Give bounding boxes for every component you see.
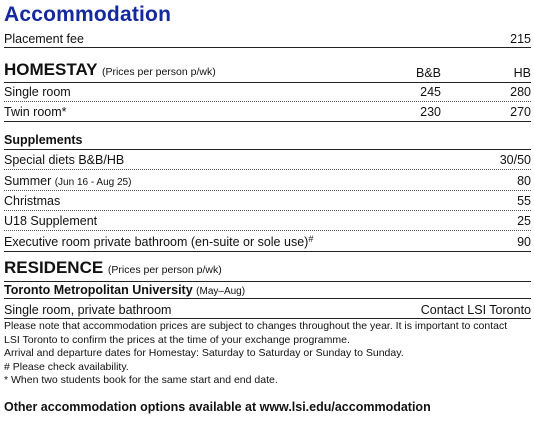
supplement-label: Executive room private bathroom (en-suite or sole use) — [4, 235, 309, 249]
homestay-row-bb: 245 — [420, 85, 441, 99]
supplements-header-row — [4, 132, 531, 150]
footnote-line: * When two students book for the same start and end date. — [4, 374, 278, 386]
residence-university: Toronto Metropolitan University — [4, 283, 193, 297]
supplement-value: 30/50 — [499, 153, 531, 167]
footnote-line: Arrival and departure dates for Homestay: Saturday to Saturday or Sunday to Sunday. — [4, 347, 404, 359]
supplement-note: (Jun 16 - Aug 25) — [54, 177, 132, 188]
placement-fee-value: 215 — [510, 32, 531, 46]
residence-university-note: (May–Aug) — [196, 286, 246, 297]
residence-row-label: Single room, private bathroom — [4, 303, 172, 317]
residence-note: (Prices per person p/wk) — [107, 264, 222, 276]
footer-text: Other accommodation options available at www.lsi.edu/accommodation — [4, 400, 431, 414]
supplement-row — [4, 152, 531, 170]
page-title: Accommodation — [4, 3, 172, 26]
homestay-row-hb: 280 — [510, 85, 531, 99]
footnote-line: LSI Toronto to confirm the prices at the time of your exchange programme. — [4, 333, 350, 346]
supplement-row — [4, 213, 531, 231]
supplement-value: 55 — [517, 194, 531, 208]
footnote-line: Please note that accommodation prices are subject to changes throughout the year. It is important to contact — [4, 320, 508, 332]
supplement-label: Summer — [4, 174, 52, 188]
placement-fee-label: Placement fee — [4, 32, 84, 46]
residence-row-value: Contact LSI Toronto — [420, 303, 531, 317]
supplement-row — [4, 193, 531, 211]
homestay-col-hb: HB — [513, 66, 531, 80]
footnote-line: # Please check availability. — [4, 360, 129, 373]
homestay-row-label: Twin room* — [4, 105, 67, 119]
residence-row — [4, 302, 531, 319]
supplement-label: U18 Supplement — [4, 214, 98, 228]
residence-header — [4, 258, 222, 280]
homestay-row-twin — [4, 104, 531, 122]
homestay-row-bb: 230 — [420, 105, 441, 119]
supplement-label: Christmas — [4, 194, 61, 208]
supplement-label: Special diets B&B/HB — [4, 153, 125, 167]
footnotes — [4, 320, 531, 388]
supplements-heading: Supplements — [4, 133, 83, 147]
homestay-header-row — [4, 61, 531, 83]
homestay-row-label: Single room — [4, 85, 71, 99]
homestay-note: (Prices per person p/wk) — [101, 66, 216, 78]
supplement-row — [4, 234, 531, 252]
homestay-row-hb: 270 — [510, 105, 531, 119]
residence-heading: RESIDENCE — [4, 258, 104, 277]
homestay-row-single — [4, 84, 531, 102]
homestay-heading: HOMESTAY — [4, 60, 98, 79]
supplement-sup: # — [308, 234, 314, 244]
residence-university-row — [4, 281, 531, 299]
supplement-value: 80 — [517, 174, 531, 188]
placement-fee-row — [4, 31, 531, 48]
supplement-value: 90 — [517, 235, 531, 249]
homestay-col-bb: B&B — [415, 66, 441, 80]
supplement-value: 25 — [517, 214, 531, 228]
supplement-row — [4, 173, 531, 191]
